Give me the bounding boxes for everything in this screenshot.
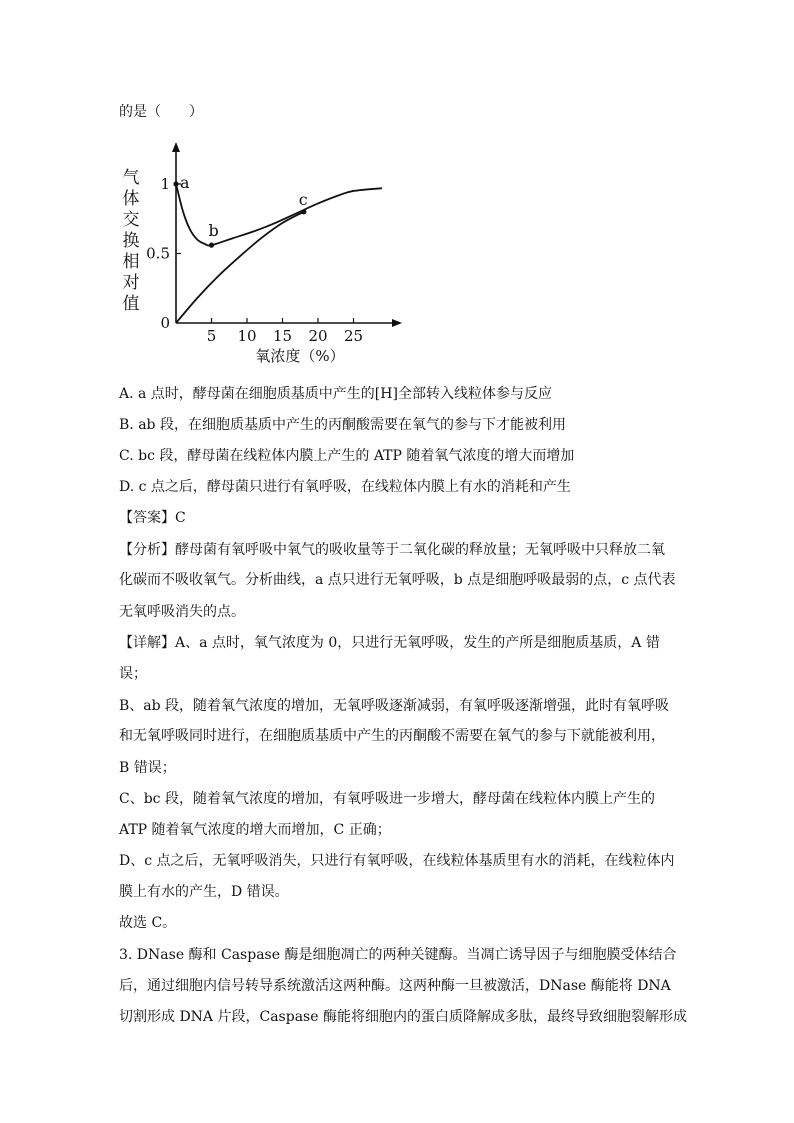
y-axis-label-char: 相	[122, 252, 140, 272]
x-axis-arrow-icon	[392, 319, 402, 327]
detail-line-8: D、c 点之后，无氧呼吸消失，只进行有氧呼吸，在线粒体基质里有水的消耗，在线粒体内	[119, 853, 675, 869]
detail-line-10: 故选 C。	[119, 915, 177, 931]
detail-line-5: B 错误；	[119, 760, 176, 776]
y-axis-label-char: 对	[122, 273, 140, 293]
x-tick-label: 10	[237, 327, 257, 345]
option-a: A. a 点时，酵母菌在细胞质基质中产生的[H]全部转入线粒体参与反应	[119, 386, 552, 402]
point-c-dot	[301, 209, 306, 214]
point-a-label: a	[180, 173, 190, 192]
x-axis-ticks	[207, 318, 363, 345]
x-tick-label: 15	[272, 327, 293, 345]
next-question-line-3: 切割形成 DNA 片段，Caspase 酶能将细胞内的蛋白质降解成多肽，最终导致细胞裂解形成	[119, 1009, 687, 1025]
y-axis-label-char: 气	[122, 168, 140, 188]
y-tick-label: 1	[160, 175, 170, 193]
y-tick-label: 0.5	[146, 244, 170, 263]
analysis-line-2: 化碳而不吸收氧气。分析曲线，a 点只进行无氧呼吸，b 点是细胞呼吸最弱的点，c 点代表	[119, 572, 676, 588]
point-a-dot	[173, 181, 178, 186]
detail-line-4: 和无氧呼吸同时进行，在细胞质基质中产生的丙酮酸不需要在氧气的参与下就能被利用，	[119, 728, 665, 744]
detail-line-6: C、bc 段，随着氧气浓度的增加，有氧呼吸进一步增大，酵母菌在线粒体内膜上产生的	[119, 791, 655, 807]
option-b: B. ab 段，在细胞质基质中产生的丙酮酸需要在氧气的参与下才能被利用	[119, 417, 566, 433]
point-b-label: b	[208, 221, 219, 241]
detail-line-1: 【详解】A、a 点时，氧气浓度为 0，只进行无氧呼吸，发生的产所是细胞质基质，A 错	[119, 635, 660, 651]
gas-exchange-chart	[110, 135, 420, 370]
point-b-dot	[209, 243, 214, 248]
option-d: D. c 点之后，酵母菌只进行有氧呼吸，在线粒体内膜上有水的消耗和产生	[119, 479, 571, 495]
y-axis-arrow-icon	[172, 142, 180, 152]
series-group	[176, 184, 382, 323]
y-axis-label-char: 值	[122, 294, 140, 314]
y-tick-label: 0	[160, 314, 170, 332]
detail-line-2: 误；	[119, 666, 147, 682]
x-tick-label: 25	[343, 327, 364, 345]
answer-line: 【答案】C	[119, 510, 186, 526]
detail-line-9: 膜上有水的产生，D 错误。	[119, 884, 289, 900]
analysis-line-1: 【分析】酵母菌有氧呼吸中氧气的吸收量等于二氧化碳的释放量；无氧呼吸中只释放二氧	[119, 542, 665, 558]
detail-line-3: B、ab 段，随着氧气浓度的增加，无氧呼吸逐渐减弱，有氧呼吸逐渐增强，此时有氧呼吸	[119, 698, 670, 714]
x-tick-label: 5	[206, 327, 217, 345]
y-axis-label-char: 交	[122, 210, 140, 230]
question-tail: 的是（ ）	[119, 104, 203, 120]
analysis-line-3: 无氧呼吸消失的点。	[119, 604, 245, 620]
y-axis-label	[123, 168, 140, 314]
next-question-line-2: 后，通过细胞内信号转导系统激活这两种酶。这两种酶一旦被激活，DNase 酶能将 DNA	[119, 978, 671, 994]
co2-release-curve	[176, 184, 382, 245]
y-axis-label-char: 体	[122, 189, 140, 209]
detail-line-7: ATP 随着氧气浓度的增大而增加，C 正确；	[119, 822, 391, 838]
x-tick-label: 20	[308, 327, 328, 345]
y-axis-label-char: 换	[122, 231, 140, 251]
x-axis-label: 氧浓度（%）	[255, 347, 345, 365]
o2-uptake-curve	[176, 212, 304, 323]
next-question-line-1: 3. DNase 酶和 Caspase 酶是细胞凋亡的两种关键酶。当凋亡诱导因子与细胞膜受体结合	[119, 947, 677, 963]
option-c: C. bc 段，酵母菌在线粒体内膜上产生的 ATP 随着氧气浓度的增大而增加	[119, 448, 575, 464]
point-c-label: c	[298, 189, 308, 209]
